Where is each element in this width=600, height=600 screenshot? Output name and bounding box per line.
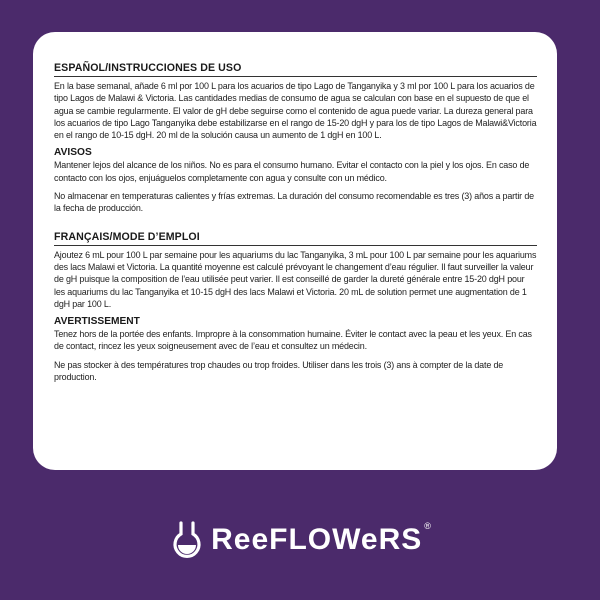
spanish-warning-2: No almacenar en temperaturas calientes y frías extremas. La duración del consumo recomendable es tres (3) años a partir de la fecha de producción. [54,191,534,214]
french-warnings-title: AVERTISSEMENT [54,316,140,328]
brand-logo [0,510,600,570]
brand-name: ReeFLOWeRS [211,523,423,556]
spanish-section [54,62,537,215]
spanish-instructions: En la base semanal, añade 6 ml por 100 L para los acuarios de tipo Lago de Tanganyika y 3 ml por 100 L para los acuarios de tipo Lagos de Malawi & Victoria. Las cantidades medias de consumo de agua se calculan con base en el supuesto de que el agua se cambie regularmente. El valor de gH debe seguirse como el contenido de agua puede variar. La dureza general para los acuarios de tipo Lago Tanganyika debe estabilizarse en el rango de 15-20 dgH y para los de tipo Lagos de Malawi&Victoria en el rango de 10-15 dgH. 20 ml de la solución causa un aumento de 1 dgH en 100 L. [54,81,537,141]
spanish-warning-1: Mantener lejos del alcance de los niños. No es para el consumo humano. Evitar el contacto con la piel y los ojos. En caso de contacto con los ojos, enjuáguelos completamente con agua y consulte con un médico. [54,160,530,183]
flask-drop-icon [169,520,205,560]
french-title: FRANÇAIS/MODE D’EMPLOI [54,231,537,246]
french-warning-1: Tenez hors de la portée des enfants. Impropre à la consommation humaine. Éviter le contact avec la peau et les yeux. En cas de contact, rincez les yeux soigneusement avec de l’eau et consultez un médecin. [54,329,532,352]
french-section [54,231,537,384]
instructions-card [33,32,557,470]
french-warning-2: Ne pas stocker à des températures trop chaudes ou trop froides. Utiliser dans les trois (3) ans à compter de la date de production. [54,359,504,383]
spanish-warnings-title: AVISOS [54,147,92,159]
french-instructions: Ajoutez 6 mL pour 100 L par semaine pour les aquariums du lac Tanganyika, 3 mL pour 100 L par semaine pour les aquariums des lacs Malawi et Victoria. La quantité moyenne est calculé prévoyant le changement d’eau régulier. Il faut surveiller la valeur de gH puisque la composition de l’eau utilisée peut varier. Il est conseillé de garder la dureté générale entre 15-20 dgH pour les aquariums du lac Tanganyika et 10-15 dgH des lacs Malawi et Victoria. 20 mL de solution permet une augmentation de 1 dgH par 100 L. [54,249,537,309]
registered-mark: ® [424,521,431,531]
spanish-title: ESPAÑOL/INSTRUCCIONES DE USO [54,62,537,77]
